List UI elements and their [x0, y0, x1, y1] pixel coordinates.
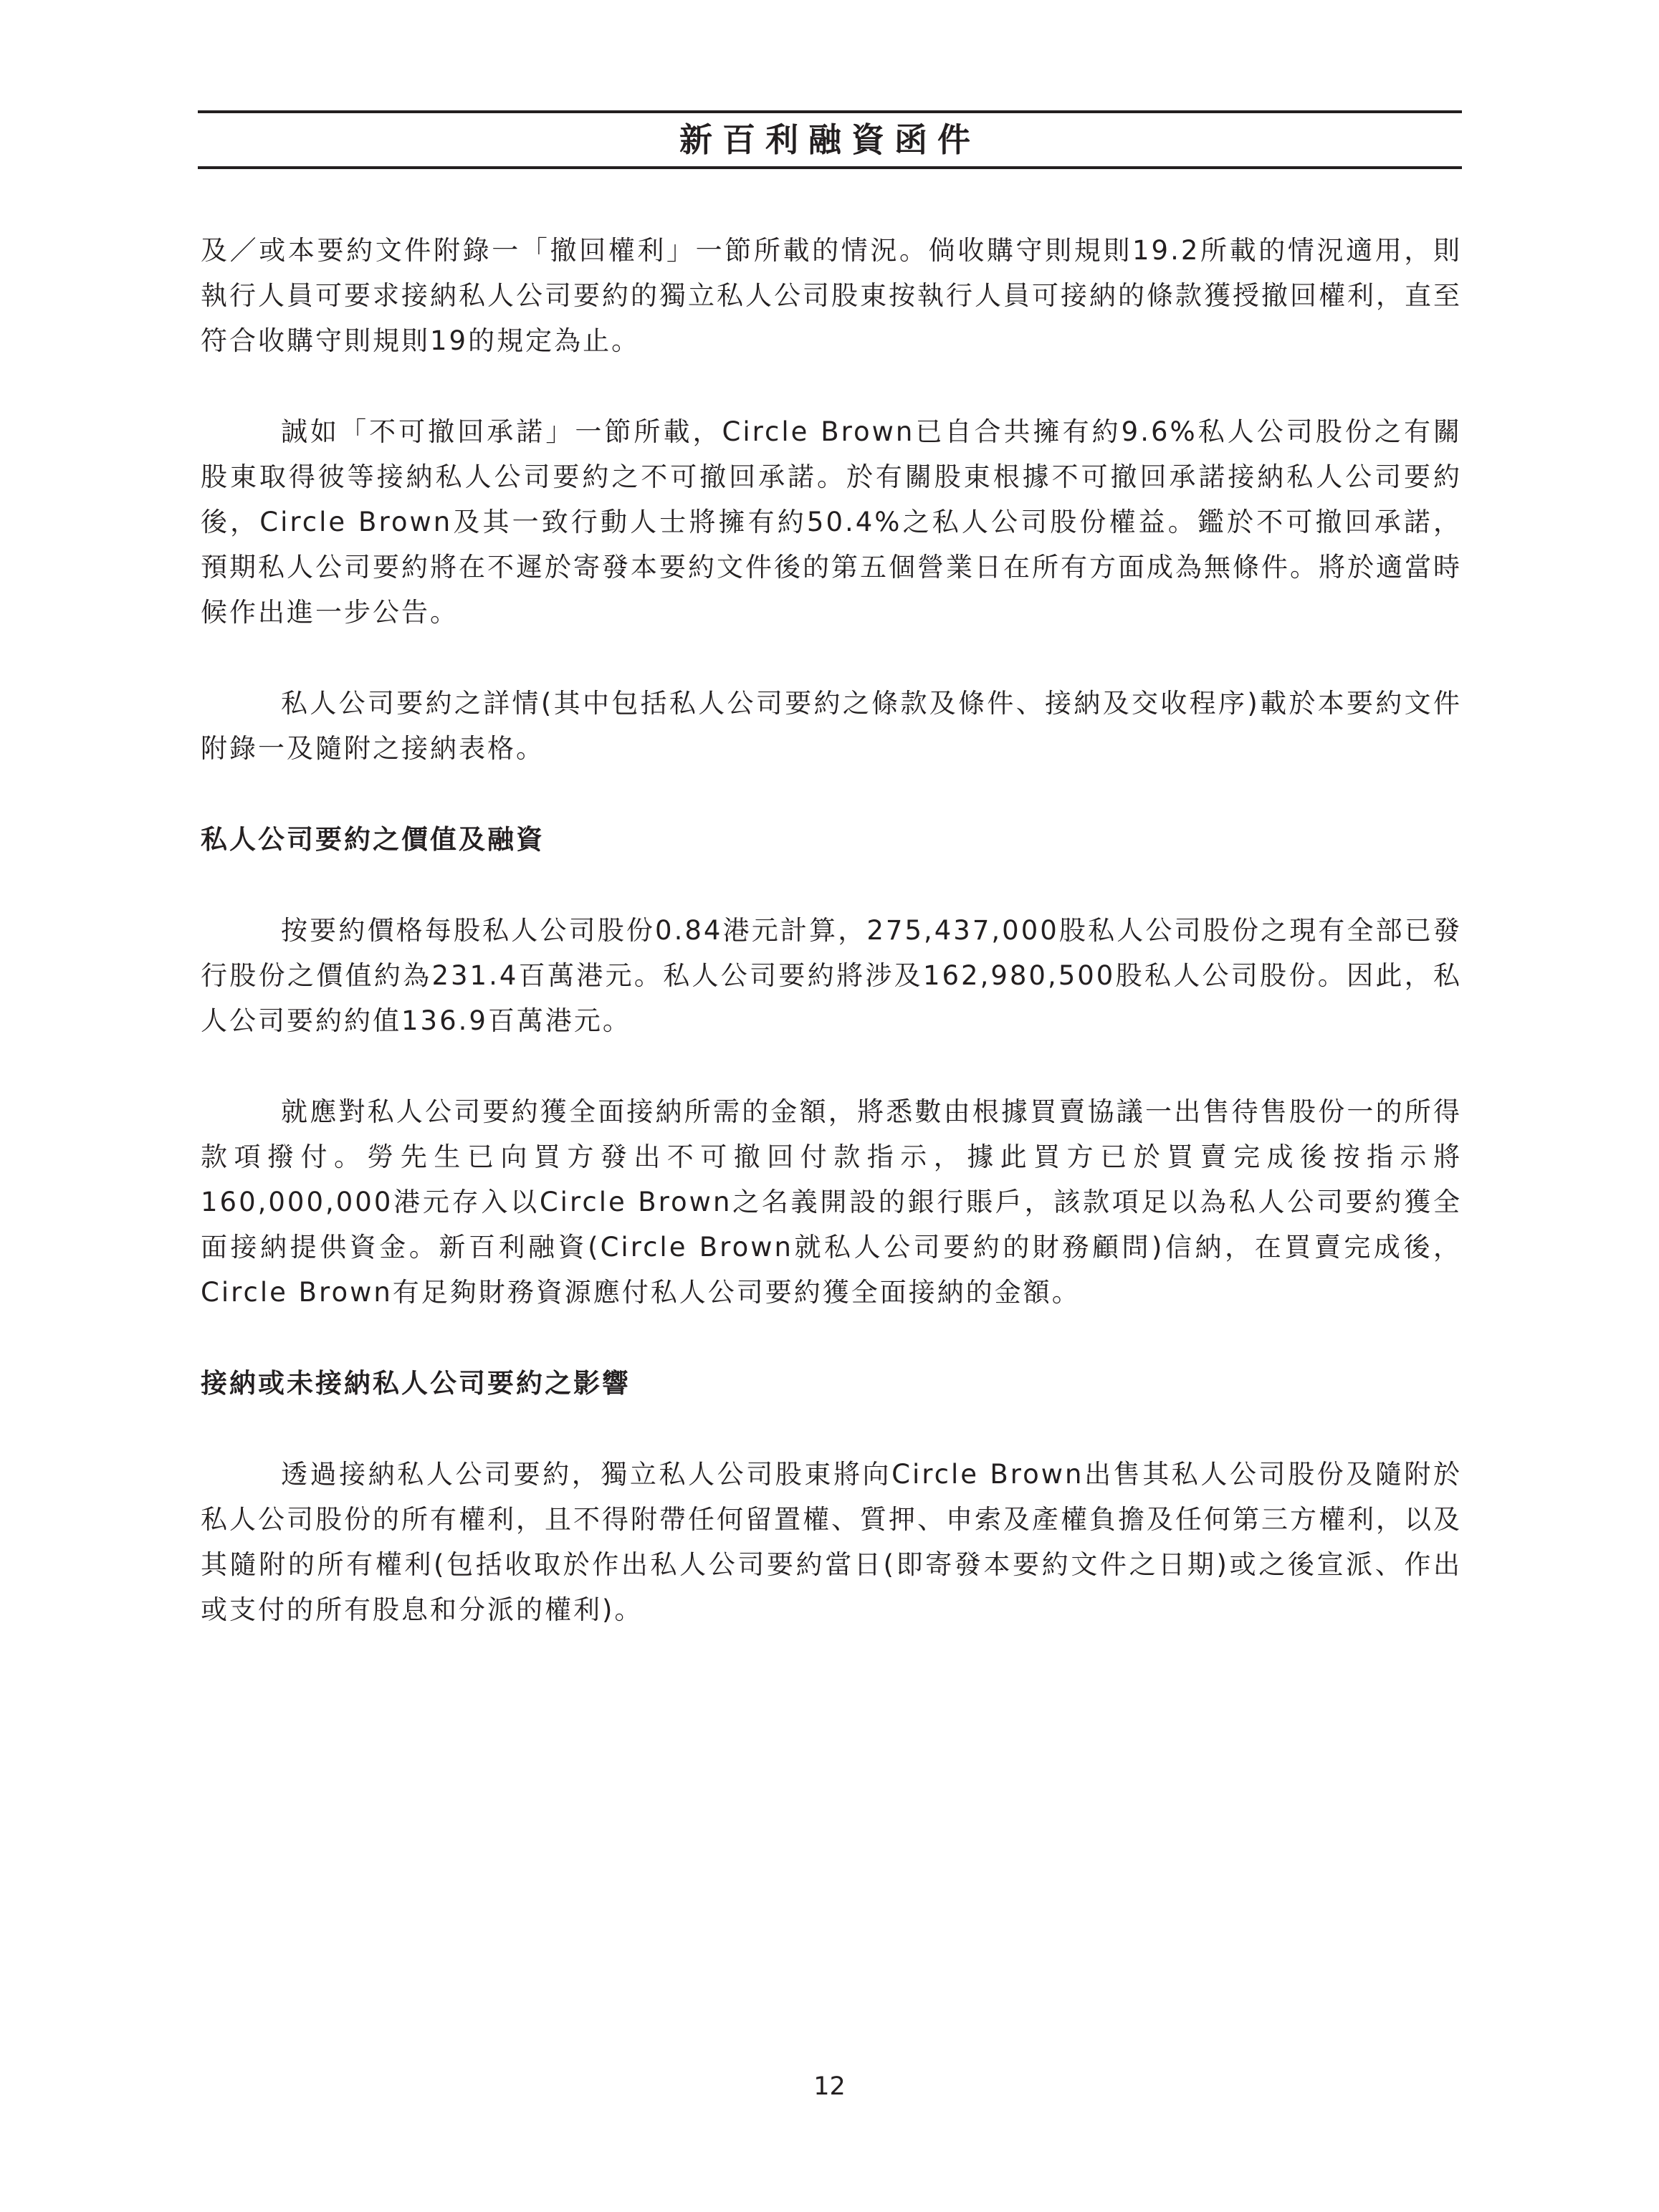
paragraph-effect-acceptance: 透過接納私人公司要約，獨立私人公司股東將向Circle Brown出售其私人公司股份及隨附於私人公司股份的所有權利，且不得附帶任何留置權、質押、申索及產權負擔及任何第三方權利，以及其隨附的所有權利(包括收取於作出私人公司要約當日(即寄發本要約文件之日期)或之後宣派、作出或支付的所有股息和分派的權利)。 [201, 1459, 1462, 1625]
paragraph-financing: 就應對私人公司要約獲全面接納所需的金額，將悉數由根據買賣協議一出售待售股份一的所得款項撥付。勞先生已向買方發出不可撤回付款指示，據此買方已於買賣完成後按指示將160,000,000港元存入以Circle Brown之名義開設的銀行賬戶，該款項足以為私人公司要約獲全面接納提供資金。新百利融資(Circle Brown就私人公司要約的財務顧問)信納，在買賣完成後，Circle Brown有足夠財務資源應付私人公司要約獲全面接納的金額。 [201, 1096, 1462, 1308]
paragraph-withdrawal-rights: 及／或本要約文件附錄一「撤回權利」一節所載的情況。倘收購守則規則19.2所載的情況適用，則執行人員可要求接納私人公司要約的獨立私人公司股東按執行人員可接納的條款獲授撤回權利，直至符合收購守則規則19的規定為止。 [201, 235, 1462, 356]
paragraph-offer-value: 按要約價格每股私人公司股份0.84港元計算，275,437,000股私人公司股份之現有全部已發行股份之價值約為231.4百萬港元。私人公司要約將涉及162,980,500股私人公司股份。因此，私人公司要約約值136.9百萬港元。 [201, 915, 1462, 1036]
paragraph-offer-details: 私人公司要約之詳情(其中包括私人公司要約之條款及條件、接納及交收程序)載於本要約文件附錄一及隨附之接納表格。 [201, 688, 1462, 764]
letter-body [201, 228, 1462, 1678]
header-title: 新百利融資函件 [679, 120, 980, 159]
page-number: 12 [813, 2072, 846, 2101]
letter-header [198, 110, 1462, 169]
paragraph-irrevocable-undertakings: 誠如「不可撤回承諾」一節所載，Circle Brown已自合共擁有約9.6%私人公司股份之有關股東取得彼等接納私人公司要約之不可撤回承諾。於有關股東根據不可撤回承諾接納私人公司要約後，Circle Brown及其一致行動人士將擁有約50.4%之私人公司股份權益。鑑於不可撤回承諾，預期私人公司要約將在不遲於寄發本要約文件後的第五個營業日在所有方面成為無條件。將於適當時候作出進一步公告。 [201, 416, 1462, 628]
section-heading-effect-acceptance: 接納或未接納私人公司要約之影響 [201, 1368, 631, 1399]
section-heading-value-financing: 私人公司要約之價值及融資 [201, 824, 545, 855]
